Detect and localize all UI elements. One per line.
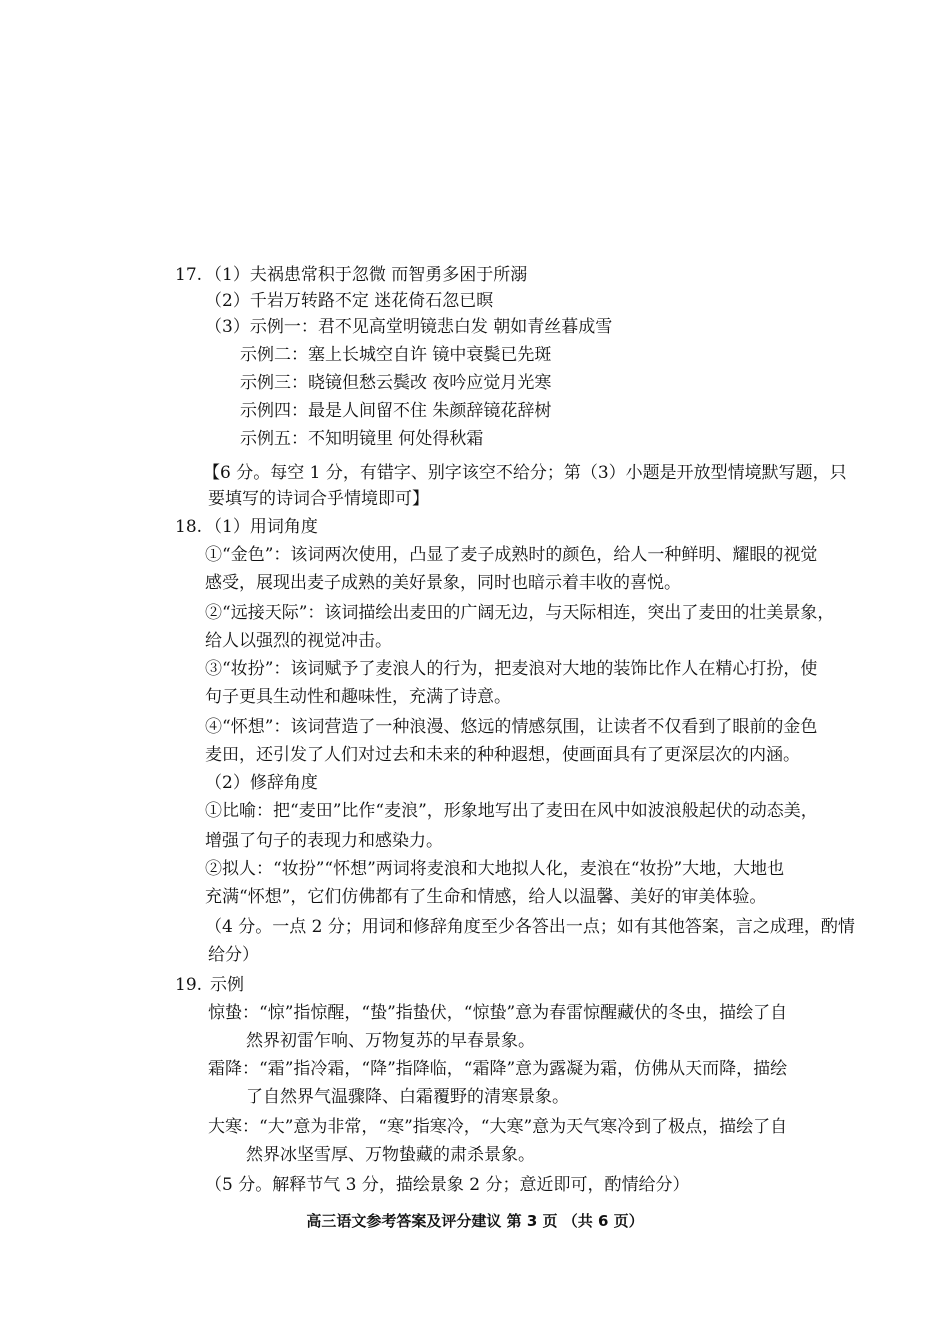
q17-example-3: 示例三：晓镜但愁云鬓改 夜吟应觉月光寒 [240,373,552,393]
q18-part1-line-6: 句子更具生动性和趣味性，充满了诗意。 [205,687,511,707]
q19-line-4: 了自然界气温骤降、白霜覆野的清寒景象。 [246,1087,569,1107]
q18-number: 18. [175,517,203,537]
q19-line-2: 然界初雷乍响、万物复苏的早春景象。 [246,1031,535,1051]
page-footer: 高三语文参考答案及评分建议 第 3 页 （共 6 页） [306,1212,644,1230]
q17-example-4: 示例四：最是人间留不住 朱颜辞镜花辞树 [240,401,552,421]
q18-part1-line-3: ②“远接天际”：该词描绘出麦田的广阔无边，与天际相连，突出了麦田的壮美景象， [205,603,835,623]
q18-part1-line-2: 感受，展现出麦子成熟的美好景象，同时也暗示着丰收的喜悦。 [205,573,681,593]
q18-part2-line-4: 充满“怀想”，它们仿佛都有了生命和情感，给人以温馨、美好的审美体验。 [205,887,767,907]
q19-number: 19. [175,975,203,995]
q18-part2-line-3: ②拟人：“妆扮”“怀想”两词将麦浪和大地拟人化，麦浪在“妆扮”大地，大地也 [205,859,785,879]
q18-scoring-line-2: 给分） [208,945,259,965]
q17-scoring-line-2: 要填写的诗词合乎情境即可】 [208,489,429,509]
q18-part1-line-7: ④“怀想”：该词营造了一种浪漫、悠远的情感氛围，让读者不仅看到了眼前的金色 [205,717,818,737]
q18-part1-line-8: 麦田，还引发了人们对过去和未来的种种遐想，使画面具有了更深层次的内涵。 [205,745,800,765]
q17-example-2: 示例二：塞上长城空自许 镜中衰鬓已先斑 [240,345,552,365]
q17-scoring-line-1: 【6 分。每空 1 分，有错字、别字该空不给分；第（3）小题是开放型情境默写题，只 [203,463,847,483]
q18-scoring-line-1: （4 分。一点 2 分；用词和修辞角度至少各答出一点；如有其他答案，言之成理，酌情 [205,917,855,937]
q18-part1-title: （1）用词角度 [205,517,318,537]
q19-scoring: （5 分。解释节气 3 分，描绘景象 2 分；意近即可，酌情给分） [205,1175,690,1195]
q18-part2-title: （2）修辞角度 [205,773,318,793]
q18-part1-line-1: ①“金色”：该词两次使用，凸显了麦子成熟时的颜色，给人一种鲜明、耀眼的视觉 [205,545,818,565]
q19-line-1: 惊蛰：“惊”指惊醒，“蛰”指蛰伏，“惊蛰”意为春雷惊醒藏伏的冬虫，描绘了自 [208,1003,788,1023]
q17-number: 17. [175,265,203,285]
q19-line-6: 然界冰坚雪厚、万物蛰藏的肃杀景象。 [246,1145,535,1165]
q17-item-1: （1）夫祸患常积于忽微 而智勇多困于所溺 [205,265,528,285]
q18-part2-line-2: 增强了句子的表现力和感染力。 [205,831,443,851]
q19-title: 示例 [210,975,244,995]
q18-part1-line-5: ③“妆扮”：该词赋予了麦浪人的行为，把麦浪对大地的装饰比作人在精心打扮，使 [205,659,818,679]
q17-item-2: （2）千岩万转路不定 迷花倚石忽已暝 [205,291,494,311]
q17-example-5: 示例五：不知明镜里 何处得秋霜 [240,429,484,449]
q18-part1-line-4: 给人以强烈的视觉冲击。 [205,631,392,651]
q17-item-3: （3）示例一：君不见高堂明镜悲白发 朝如青丝暮成雪 [205,317,613,337]
q18-part2-line-1: ①比喻：把“麦田”比作“麦浪”，形象地写出了麦田在风中如波浪般起伏的动态美， [205,801,818,821]
q19-line-3: 霜降：“霜”指冷霜，“降”指降临，“霜降”意为露凝为霜，仿佛从天而降，描绘 [208,1059,788,1079]
q19-line-5: 大寒：“大”意为非常，“寒”指寒冷，“大寒”意为天气寒冷到了极点，描绘了自 [208,1117,788,1137]
